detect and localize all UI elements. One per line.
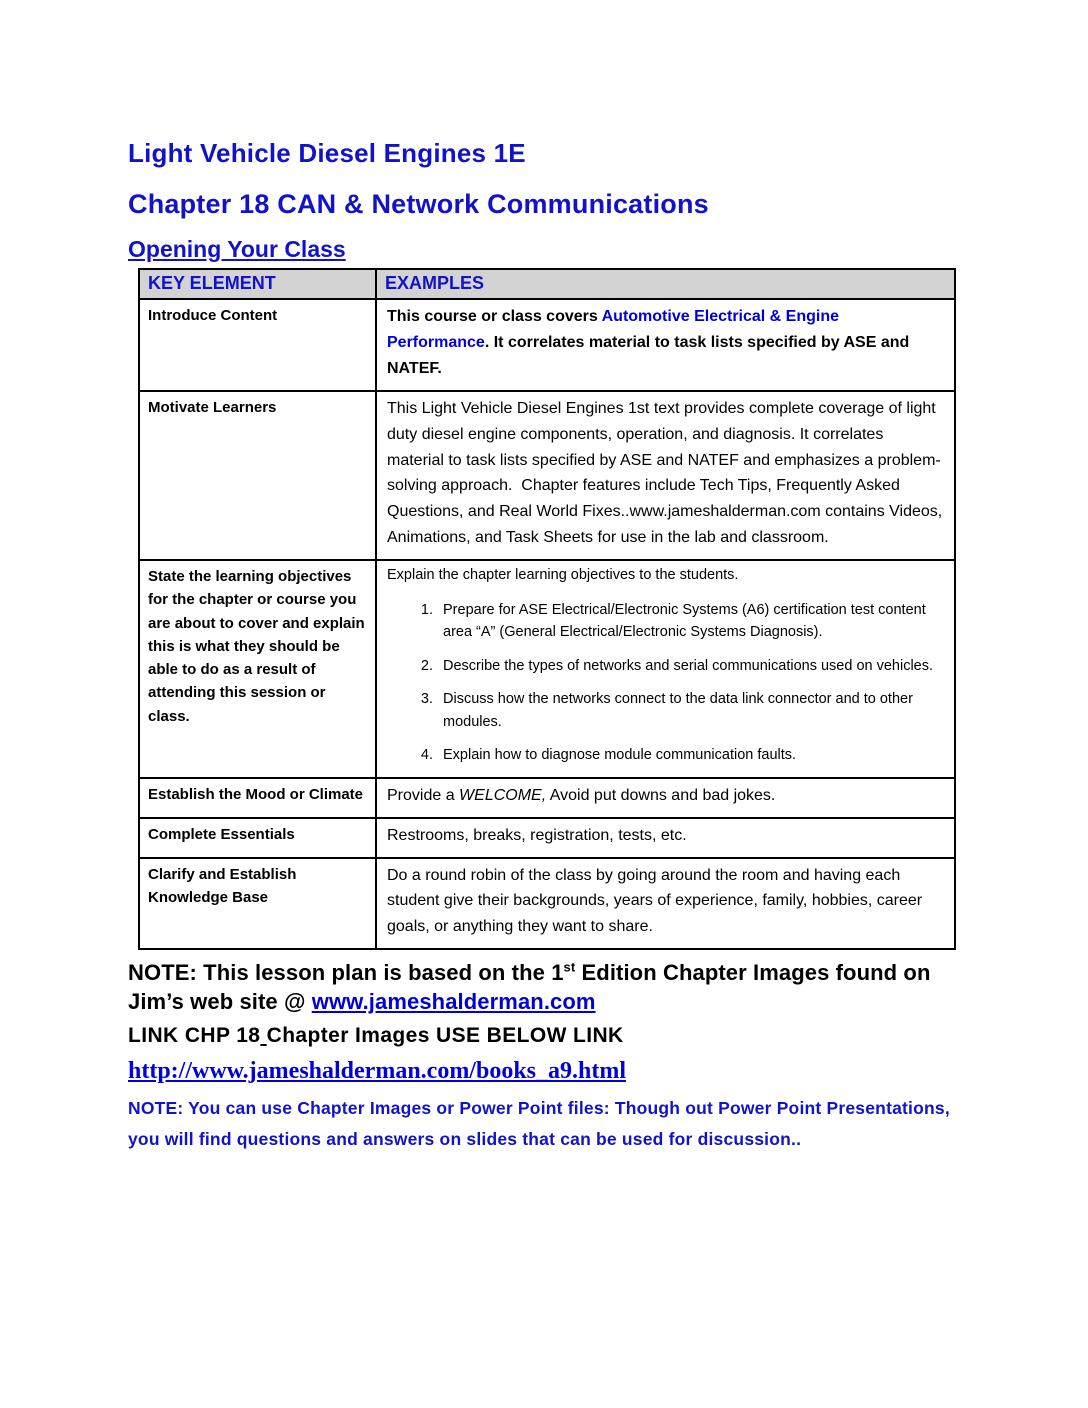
examples-text: [387, 304, 944, 382]
examples-cell: [376, 858, 955, 950]
examples-text: [387, 565, 944, 587]
text-run: . It correlates material to task lists specified by ASE and NATEF.: [387, 333, 914, 377]
examples-text: [387, 863, 944, 941]
key-element-cell: Introduce Content: [139, 299, 376, 391]
document-page: [128, 138, 960, 1156]
chapter-title: Chapter 18 CAN & Network Communications: [128, 189, 709, 219]
key-element-cell: Establish the Mood or Climate: [139, 778, 376, 818]
section-heading: Opening Your Class: [128, 236, 346, 262]
table-row: [139, 818, 955, 858]
objective-item: 1. Prepare for ASE Electrical/Electronic Systems (A6) certification test content area “A” (General Electrical/Electronic Systems Diagnosis).: [437, 599, 944, 644]
note-text-prefix: NOTE: This lesson plan is based on the 1: [128, 960, 564, 986]
examples-header: EXAMPLES: [376, 269, 955, 299]
examples-cell: [376, 560, 955, 778]
text-run: Restrooms, breaks, registration, tests, etc.: [387, 826, 687, 844]
table-row: [139, 858, 955, 950]
text-run: This Light Vehicle Diesel Engines 1st text provides complete coverage of light duty diesel engine components, operation, and diagnosis. It correlates material to task lists specified by ASE and NATEF and emphasizes a problem-solving approach. Chapter features include Tech Tips, Frequently Asked Questions, and Real World Fixes..www.jameshalderman.com contains Videos, Animations, and Task Sheets for use in the lab and classroom.: [387, 399, 946, 547]
text-run: Provide a: [387, 786, 460, 804]
examples-text: [387, 823, 944, 849]
note-powerpoint: NOTE: You can use Chapter Images or Power Point files: Though out Power Point Presentations, you will find questions and answers on slides that can be used for discussion..: [128, 1098, 950, 1150]
examples-cell: [376, 778, 955, 818]
text-run: WELCOME,: [459, 786, 547, 804]
examples-text: [387, 783, 944, 809]
key-element-cell: Complete Essentials: [139, 818, 376, 858]
text-run: This course or class covers: [387, 308, 602, 325]
note-text-middle: Edition Chapter Images found on Jim’s web site @: [128, 960, 931, 1015]
link-line-part-a: LINK CHP 18: [128, 1024, 261, 1048]
examples-cell: [376, 818, 955, 858]
objective-item: 2. Describe the types of networks and serial communications used on vehicles.: [437, 655, 944, 677]
table-row: [139, 560, 955, 778]
key-element-header: KEY ELEMENT: [139, 269, 376, 299]
table-row: [139, 391, 955, 560]
ordinal-superscript: st: [563, 959, 576, 975]
link-chp18-line: [128, 1024, 960, 1048]
jameshalderman-link[interactable]: www.jameshalderman.com: [311, 989, 596, 1015]
key-element-cell: Clarify and Establish Knowledge Base: [139, 858, 376, 950]
link-line-part-b: Chapter Images USE BELOW LINK: [266, 1024, 624, 1048]
key-element-cell: Motivate Learners: [139, 391, 376, 560]
book-title: Light Vehicle Diesel Engines 1E: [128, 138, 526, 168]
table-row: [139, 778, 955, 818]
table-header-row: [139, 269, 955, 299]
text-run: Avoid put downs and bad jokes.: [546, 786, 776, 804]
books-a9-url-link[interactable]: http://www.jameshalderman.com/books_a9.html: [128, 1058, 627, 1085]
objectives-list: [387, 599, 944, 767]
key-element-cell: State the learning objectives for the chapter or course you are about to cover and explain this is what they should be able to do as a result of attending this session or class.: [139, 560, 376, 778]
examples-text: [387, 396, 944, 551]
chapter-images-url-line: [128, 1058, 960, 1085]
objective-item: 4. Explain how to diagnose module communication faults.: [437, 744, 944, 766]
key-element-table: [138, 268, 956, 950]
note-lesson-plan: [128, 958, 968, 1016]
examples-cell: [376, 391, 955, 560]
text-run: Automotive Electrical & Engine Performance: [387, 308, 844, 351]
examples-cell: [376, 299, 955, 391]
table-row: [139, 299, 955, 391]
objective-item: 3. Discuss how the networks connect to the data link connector and to other modules.: [437, 688, 944, 733]
key-element-table-body: [139, 299, 955, 949]
text-run: Do a round robin of the class by going around the room and having each student give their backgrounds, years of experience, family, hobbies, career goals, or anything they want to share.: [387, 866, 927, 936]
text-run: Explain the chapter learning objectives to the students.: [387, 567, 739, 584]
